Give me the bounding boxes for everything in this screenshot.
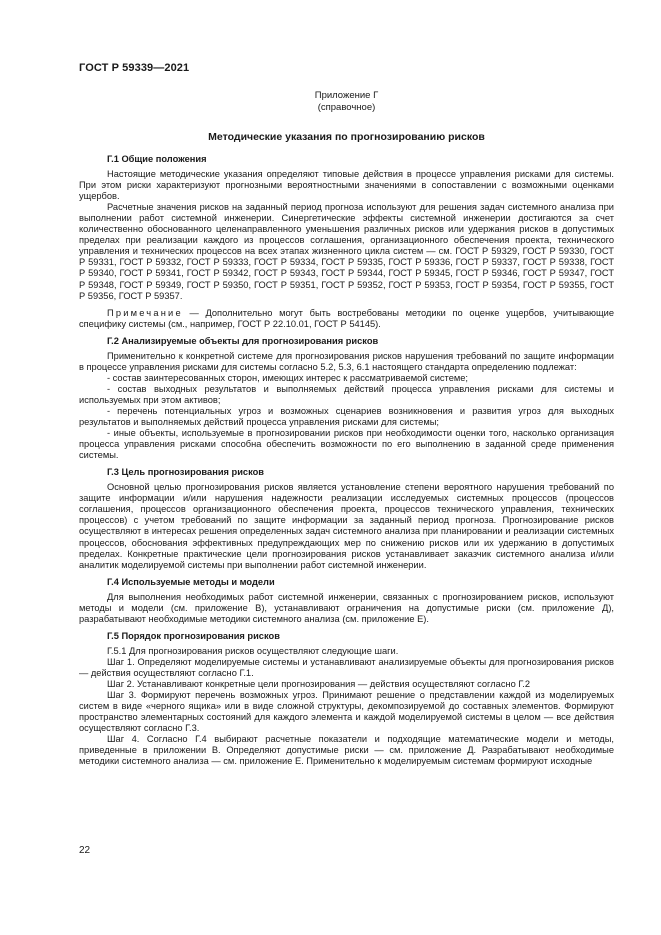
appendix-title: Приложение Г [314, 90, 379, 101]
paragraph: Для выполнения необходимых работ системной инженерии, связанных с прогнозированием рисков, используют методы и модели (см. приложение В), устанавливают ограничения на допустимые риски (см. приложение Д), разрабатывают необходимые методики системного анализа (см. приложение Е). [79, 591, 614, 624]
step-2: Шаг 2. Устанавливают конкретные цели прогнозирования — действия осуществляют согласно Г.2 [107, 679, 531, 690]
document-body [79, 154, 614, 767]
paragraph: Применительно к конкретной системе для прогнозирования рисков нарушения требований по защите информации в процессе управления рисками для системы согласно 5.2, 5.3, 6.1 настоящего стандарта определению подлежат: [79, 350, 614, 372]
note-text: — Дополнительно могут быть востребованы методики по оценке ущербов, учитывающие специфику системы (см., например, ГОСТ Р 22.10.01, ГОСТ Р 54145). [79, 307, 614, 329]
list-item: - перечень потенциальных угроз и возможных сценариев возникновения и развития угроз для выходных результатов и выполняемых действий процесса управления рисками для системы; [79, 405, 614, 428]
list-item: - состав выходных результатов и выполняемых действий процесса управления рисками для системы и используемых при этом активов; [79, 383, 614, 405]
paragraph: Настоящие методические указания определяют типовые действия в процессе управления рисками для системы. При этом риски характеризуют прогнозными вероятностными значениями в сопоставлении с возможными оценками ущербов. [79, 169, 614, 202]
note-label: Примечание [107, 307, 183, 318]
page-number: 22 [79, 845, 91, 856]
section-heading-g1: Г.1 Общие положения [107, 154, 207, 164]
step-4: Шаг 4. Согласно Г.4 выбирают расчетные показатели и подходящие математические модели и методы, приведенные в приложении В. Определяют допустимые риски — см. приложение Д. Разрабатывают необходимые методики системного анализа — см. приложение Е. Применительно к моделируемым системам формируют исходные [79, 734, 614, 767]
list-item: - состав заинтересованных сторон, имеющих интерес к рассматриваемой системе; [107, 372, 469, 383]
section-heading-g5: Г.5 Порядок прогнозирования рисков [107, 630, 280, 641]
appendix-subtitle: (справочное) [317, 102, 376, 113]
section-heading-g3: Г.3 Цель прогнозирования рисков [107, 467, 265, 478]
step-1: Шаг 1. Определяют моделируемые системы и устанавливают анализируемые объекты для прогнозирования рисков — действия осуществляют согласно Г.1. [79, 656, 614, 678]
section-heading-g4: Г.4 Используемые методы и модели [107, 576, 275, 587]
paragraph: Основной целью прогнозирования рисков является установление степени вероятного нарушения требований по защите информации и/или нарушения надежности реализации исследуемых системных процессов (процессов соглашения, процессов организационного обеспечения проекта, процессов технического управления, технических процессов) с учетом требований по защите информации за заданный период прогноза. Прогнозирование рисков осуществляют в интересах решения определенных задач системного анализа при планировании и реализации системных процессов, обоснования эффективных предупреждающих мер по снижению рисков или их удержанию в допустимых пределах. Конкретные практические цели прогнозирования рисков устанавливает заказчик системного анализа и/или аналитик моделируемой системы при выполнении работ системной инженерии. [79, 482, 614, 570]
appendix-main-title: Методические указания по прогнозированию рисков [208, 131, 485, 143]
paragraph: Расчетные значения рисков на заданный период прогноза используют для решения задач системного анализа при выполнении работ системной инженерии. Синергетические эффекты системной инженерии достигаются за счет количественно обоснованного целенаправленного уменьшения различных рисков или удержания рисков в допустимых пределах при реализации каждого из процессов соглашения, организационного обеспечения проекта, технического управления и технических процессов на всех этапах жизненного цикла систем — см. ГОСТ Р 59329, ГОСТ Р 59330, ГОСТ Р 59331, ГОСТ Р 59332, ГОСТ Р 59333, ГОСТ Р 59334, ГОСТ Р 59335, ГОСТ Р 59336, ГОСТ Р 59337, ГОСТ Р 59338, ГОСТ Р 59340, ГОСТ Р 59341, ГОСТ Р 59342, ГОСТ Р 59343, ГОСТ Р 59344, ГОСТ Р 59345, ГОСТ Р 59346, ГОСТ Р 59347, ГОСТ Р 59348, ГОСТ Р 59349, ГОСТ Р 59350, ГОСТ Р 59351, ГОСТ Р 59352, ГОСТ Р 59353, ГОСТ Р 59354, ГОСТ Р 59355, ГОСТ Р 59356, ГОСТ Р 59357. [79, 202, 614, 301]
paragraph: Г.5.1 Для прогнозирования рисков осуществляют следующие шаги. [107, 645, 399, 656]
document-header: ГОСТ Р 59339—2021 [79, 62, 190, 74]
list-item: - иные объекты, используемые в прогнозировании рисков при необходимости оценки того, насколько организация процесса управления рисками способна обеспечить возможности по его выполнению в заданной среде применения системы. [79, 428, 614, 461]
note [79, 308, 614, 330]
section-heading-g2: Г.2 Анализируемые объекты для прогнозирования рисков [107, 335, 379, 346]
step-3: Шаг 3. Формируют перечень возможных угроз. Принимают решение о представлении каждой из моделируемых систем в виде «черного ящика» или в виде сложной структуры, декомпозируемой до составных элементов. Формируют пространство элементарных состояний для каждого элемента и каждой моделируемой системы в целом — все действия осуществляют согласно Г.3. [79, 690, 614, 734]
